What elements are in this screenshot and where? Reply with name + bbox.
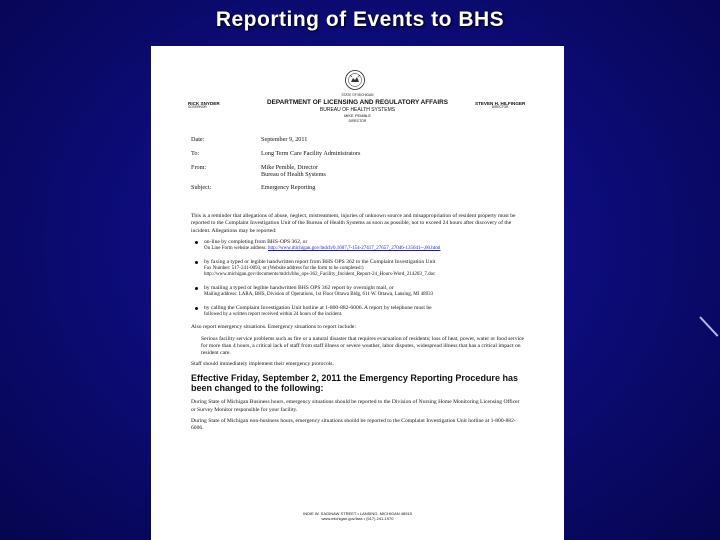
from-row: [191, 164, 521, 184]
state-line: STATE OF MICHIGAN: [341, 93, 374, 97]
bureau-name: BUREAU OF HEALTH SYSTEMS: [319, 107, 396, 113]
footer-address: INDIE W. SAGINAW STREET • LANSING, MICHIGAN 48915: [303, 511, 412, 516]
effective-heading: Effective Friday, September 2, 2011 the Emergency Reporting Procedure has been changed to the following:: [191, 372, 518, 394]
governor-title: GOVERNOR: [188, 105, 207, 110]
list-item: [191, 239, 525, 253]
governor-name: RICK SNYDER: [188, 101, 220, 106]
bullet-1-line-b: [204, 246, 525, 253]
online-form-link[interactable]: http://www.michigan.gov/mdch/0,1607,7-154-27417_27657_27046-135041--,00.html: [268, 246, 441, 252]
department-name: DEPARTMENT OF LICENSING AND REGULATORY AFFAIRS: [267, 99, 448, 106]
footer-web: www.michigan.gov/lara • (517) 241-1970: [321, 516, 394, 522]
bullet-2-line-b: Fax Number: 517-241-0093, or (Website address for the form to be completed:): [204, 265, 364, 271]
governor-block: [188, 101, 220, 110]
bullet-3-line-a: by mailing a typed or legible handwritten BHS OPS 362 report by overnight mail, or: [204, 284, 394, 291]
slide-title: Reporting of Events to BHS: [215, 8, 505, 31]
reporting-methods-list: [191, 239, 525, 319]
bullet-1-line-a: on-line by completing from BHS-OPS 362, or: [204, 238, 308, 245]
bullet-1-line-b-text: On Line Form website address:: [204, 246, 267, 252]
subject-label: Subject:: [191, 184, 212, 191]
state-seal-icon: [344, 69, 366, 91]
bullet-2-line-c: http://www.michigan.gov/documents/mdch/bhs_ops-362_Facility_Incident_Report-24_Hours-Word_214203_7.doc: [204, 272, 436, 278]
director-name: STEVEN H. HILFINGER: [475, 101, 526, 106]
to-value: Long Term Care Facility Administrators: [261, 150, 361, 157]
bullet-2-line-a: by faxing a typed or legible handwritten report from BHS OPS 362 to the Complaint Investigation Unit: [204, 258, 436, 265]
bullet-3-line-b: Mailing address: LARA, BHS, Division of Operations, 1st Floor Ottawa Bldg, 611 W. Ottawa, Lansing, MI 48933: [204, 292, 434, 298]
bureau-director-name: MIKE PEMBLE: [343, 113, 372, 118]
from-label: From:: [191, 164, 207, 171]
memo-header: [191, 136, 521, 198]
subject-value: Emergency Reporting: [261, 184, 316, 191]
to-label: To:: [191, 150, 200, 157]
bureau-director-title: DIRECTOR: [348, 119, 367, 123]
also-report-paragraph: Also report emergency situations. Emergency situations to report include:: [191, 324, 356, 331]
decorative-line: [699, 316, 718, 336]
staff-paragraph: Staff should immediately implement their emergency protocols.: [191, 361, 334, 368]
date-label: Date:: [191, 136, 205, 143]
list-item: [191, 305, 525, 319]
situations-paragraph: Serious facility service problems such as fire or a natural disaster that requires evacuation of residents; loss of heat, power, water or food service for more than 4 hours, a critical lack of staff from staff illness or severe weather, labor disputes, widespread illness that has a critical impact on resident care.: [201, 335, 525, 357]
intro-paragraph: This is a reminder that allegations of abuse, neglect, mistreatment, injuries of unknown source and misappropriation of resident property must be reported to the Complaint Investigation Unit of the Bureau of Health Systems as soon as possible, not to exceed 24 hours after discovery of the incident. Allegations may be reported:: [191, 213, 516, 234]
subject-row: [191, 184, 521, 198]
to-row: [191, 150, 521, 164]
letter-body: [191, 213, 525, 436]
director-block: [475, 101, 525, 110]
list-item: [191, 259, 525, 279]
from-value-line-1: Mike Pemble, Director: [261, 164, 318, 171]
date-value: September 9, 2011: [261, 136, 308, 143]
date-row: [191, 136, 521, 150]
director-title: DIRECTOR: [491, 105, 509, 110]
letter-document: [151, 46, 564, 540]
non-business-hours-paragraph: During State of Michigan non-business hours, emergency situations should be reported to the Complaint Investigation Unit hotline at 1-800-882-6006.: [191, 417, 516, 432]
letter-footer: [151, 511, 564, 521]
bullet-4-line-a: by calling the Complaint Investigation Unit hotline at 1-800-882-6006. A report by telephone must be: [204, 304, 432, 311]
list-item: [191, 285, 525, 299]
business-hours-paragraph: During State of Michigan Business hours, emergency situations should be reported to the Division of Nursing Home Monitoring Licensing Officer or Survey Monitor responsible for your facility.: [191, 399, 520, 413]
bullet-4-line-b: followed by a written report received within 24 hours of the incident.: [204, 311, 343, 317]
from-value-line-2: Bureau of Health Systems: [261, 171, 326, 179]
from-value: [261, 164, 521, 179]
